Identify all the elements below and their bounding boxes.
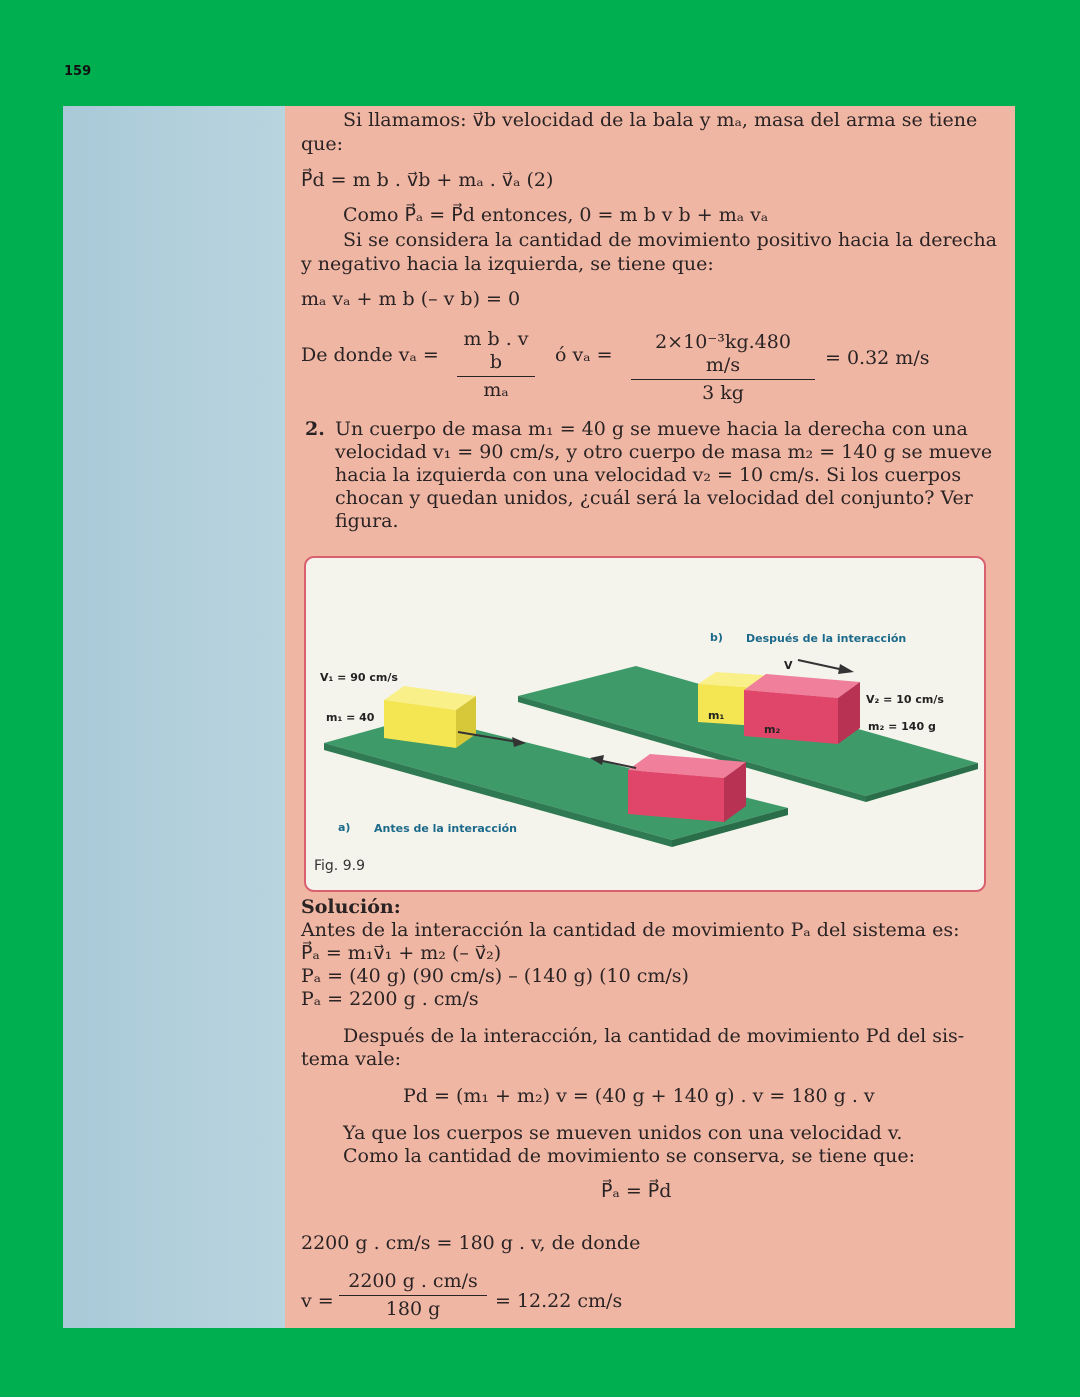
equation: P⃗ₐ = m₁v⃗₁ + m₂ (– v⃗₂)	[301, 942, 502, 964]
v-label: V	[784, 659, 793, 672]
denominator: 180 g	[385, 1298, 441, 1320]
label-b: Después de la interacción	[746, 632, 907, 645]
fraction	[339, 1270, 487, 1321]
problem-number: 2.	[305, 418, 325, 440]
v2-label: V₂ = 10 cm/s	[866, 693, 944, 706]
red-box-b-front	[744, 690, 838, 744]
fraction-bar	[339, 1295, 487, 1296]
equation: Como P⃗ₐ = P⃗d entonces, 0 = m b v b + mₐ vₐ	[343, 204, 769, 226]
problem-line: Un cuerpo de masa m₁ = 40 g se mueve hacia la derecha con una	[335, 418, 968, 440]
velocity-arrow-head	[838, 664, 854, 674]
equation-result: = 0.32 m/s	[825, 347, 930, 369]
text-line: Antes de la interacción la cantidad de movimiento Pₐ del sistema es:	[301, 919, 960, 941]
equation-result: = 12.22 cm/s	[495, 1290, 623, 1312]
label-a-letter: a)	[338, 821, 351, 834]
solution-heading: Solución:	[301, 896, 401, 918]
blue-margin-strip	[63, 106, 285, 1328]
numerator: 2×10⁻³kg.480 m/s	[655, 331, 791, 376]
problem-line: velocidad v₁ = 90 cm/s, y otro cuerpo de masa m₂ = 140 g se mueve	[335, 441, 993, 463]
text-line: y negativo hacia la izquierda, se tiene que:	[301, 253, 714, 275]
velocity-arrow	[798, 660, 844, 670]
equation-mid: ó vₐ =	[555, 344, 613, 366]
text-line: Después de la interacción, la cantidad de movimiento Pd del sis-	[343, 1025, 965, 1047]
equation-prefix: v =	[301, 1290, 334, 1312]
numerator: m b . v b	[463, 328, 529, 373]
equation: mₐ vₐ + m b (– v b) = 0	[301, 288, 521, 310]
v1-label: V₁ = 90 cm/s	[320, 671, 398, 684]
scanned-page	[63, 106, 1015, 1328]
numerator: 2200 g . cm/s	[348, 1270, 478, 1292]
figure-9-9	[304, 556, 986, 892]
equation: 2200 g . cm/s = 180 g . v, de donde	[301, 1232, 641, 1254]
fraction	[631, 331, 815, 405]
equation: P⃗d = m b . v⃗b + mₐ . v⃗ₐ (2)	[301, 169, 554, 191]
text-line: Si llamamos: v⃗b velocidad de la bala y mₐ, masa del arma se tiene	[343, 109, 978, 131]
problem-line: hacia la izquierda con una velocidad v₂ = 10 cm/s. Si los cuerpos	[335, 464, 962, 486]
page-number: 159	[64, 64, 92, 79]
problem-line: figura.	[335, 510, 399, 532]
denominator: 3 kg	[702, 382, 744, 404]
m1-box-label: m₁	[708, 709, 725, 722]
fraction	[457, 328, 535, 402]
red-box-front	[628, 770, 724, 822]
denominator: mₐ	[483, 379, 509, 401]
problem-line: chocan y quedan unidos, ¿cuál será la velocidad del conjunto? Ver	[335, 487, 973, 509]
fraction-bar	[457, 376, 535, 377]
label-a: Antes de la interacción	[374, 822, 517, 835]
text-line: que:	[301, 133, 344, 155]
text-line: Como la cantidad de movimiento se conserva, se tiene que:	[343, 1145, 916, 1167]
m1-label: m₁ = 40	[326, 711, 375, 724]
equation: Pₐ = 2200 g . cm/s	[301, 988, 479, 1010]
figure-caption: Fig. 9.9	[314, 858, 365, 874]
m2-label: m₂ = 140 g	[868, 720, 936, 733]
label-b-letter: b)	[710, 631, 723, 644]
text-line: Si se considera la cantidad de movimiento positivo hacia la derecha	[343, 229, 998, 251]
fraction-bar	[631, 379, 815, 380]
equation-prefix: De donde vₐ =	[301, 344, 439, 366]
page-content	[301, 106, 1001, 1328]
equation: P⃗ₐ = P⃗d	[601, 1180, 672, 1202]
equation: Pd = (m₁ + m₂) v = (40 g + 140 g) . v = 180 g . v	[403, 1085, 875, 1107]
m2-box-label: m₂	[764, 723, 781, 736]
text-line: Ya que los cuerpos se mueven unidos con una velocidad v.	[343, 1122, 903, 1144]
equation: Pₐ = (40 g) (90 cm/s) – (140 g) (10 cm/s)	[301, 965, 689, 987]
text-line: tema vale:	[301, 1048, 402, 1070]
